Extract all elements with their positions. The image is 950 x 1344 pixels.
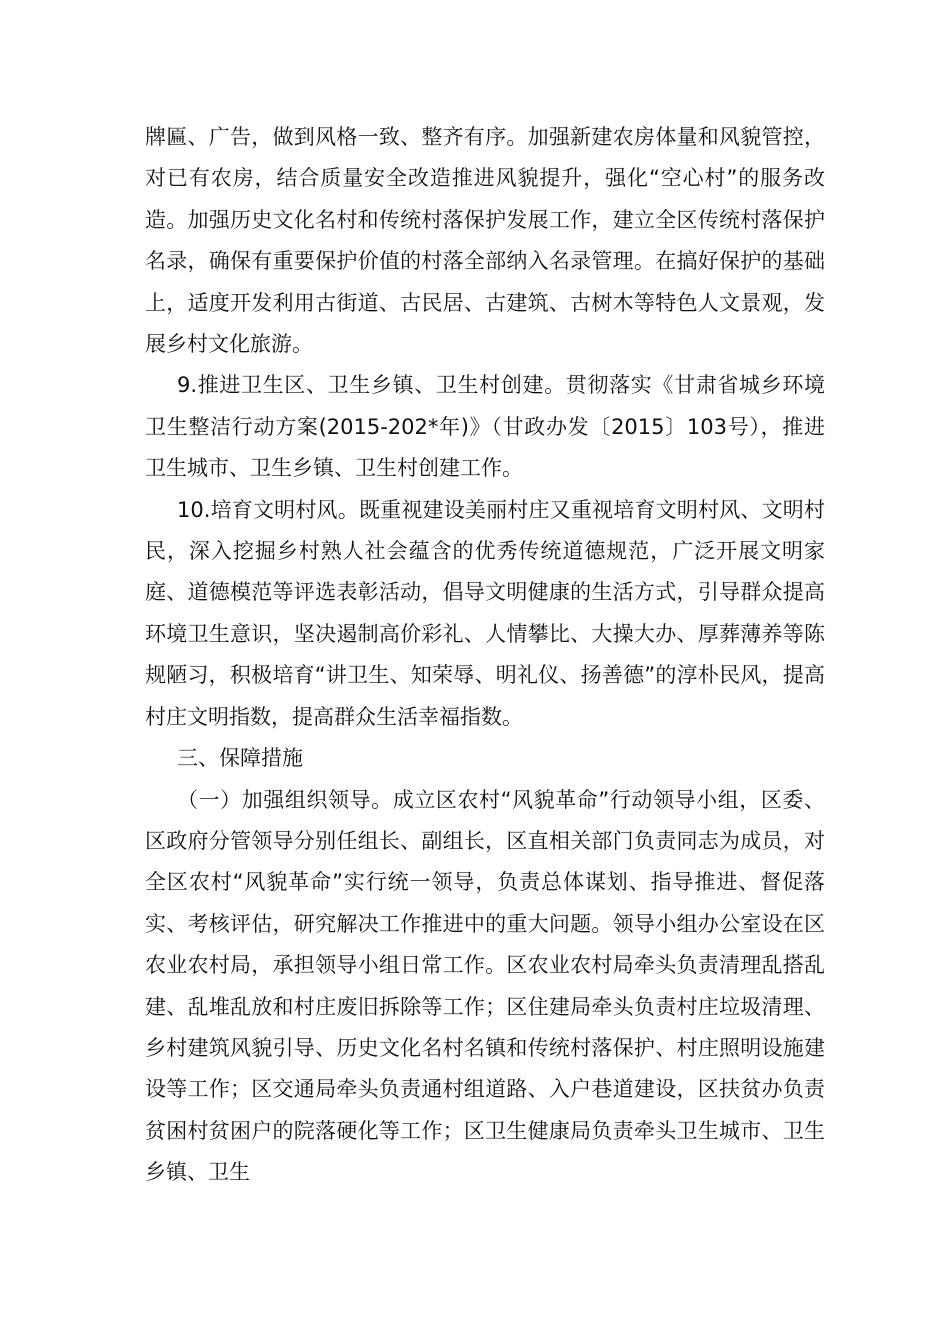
document-body <box>145 117 825 1194</box>
section-heading-safeguard-measures: 三、保障措施 <box>177 746 303 771</box>
paragraph-item-9-sanitary-creation: 9.推进卫生区、卫生乡镇、卫生村创建。贯彻落实《甘肃省城乡环境卫生整洁行动方案(2015-202*年)》（甘政办发〔2015〕103号），推进卫生城市、卫生乡镇、卫生村创建工作。 <box>145 373 825 481</box>
paragraph-continued-village-appearance: 牌匾、广告，做到风格一致、整齐有序。加强新建农房体量和风貌管控，对已有农房，结合质量安全改造推进风貌提升，强化“空心村”的服务改造。加强历史文化名村和传统村落保护发展工作，建立全区传统村落保护名录，确保有重要保护价值的村落全部纳入名录管理。在搞好保护的基础上，适度开发利用古街道、古民居、古建筑、古树木等特色人文景观，发展乡村文化旅游。 <box>145 125 825 357</box>
paragraph-organization-leadership: （一）加强组织领导。成立区农村“风貌革命”行动领导小组，区委、区政府分管领导分别任组长、副组长，区直相关部门负责同志为成员，对全区农村“风貌革命”实行统一领导，负责总体谋划、指导推进、督促落实、考核评估，研究解决工作推进中的重大问题。领导小组办公室设在区农业农村局，承担领导小组日常工作。区农业农村局牵头负责清理乱搭乱建、乱堆乱放和村庄废旧拆除等工作；区住建局牵头负责村庄垃圾清理、乡村建筑风貌引导、历史文化名村名镇和传统村落保护、村庄照明设施建设等工作；区交通局牵头负责通村组道路、入户巷道建设，区扶贫办负责贫困村贫困户的院落硬化等工作；区卫生健康局负责牵头卫生城市、卫生乡镇、卫生 <box>145 787 825 1185</box>
paragraph-item-10-civilized-customs: 10.培育文明村风。既重视建设美丽村庄又重视培育文明村风、文明村民，深入挖掘乡村熟人社会蕴含的优秀传统道德规范，广泛开展文明家庭、道德模范等评选表彰活动，倡导文明健康的生活方式，引导群众提高环境卫生意识，坚决遏制高价彩礼、人情攀比、大操大办、厚葬薄养等陈规陋习，积极培育“讲卫生、知荣辱、明礼仪、扬善德”的淳朴民风，提高村庄文明指数，提高群众生活幸福指数。 <box>145 497 825 729</box>
